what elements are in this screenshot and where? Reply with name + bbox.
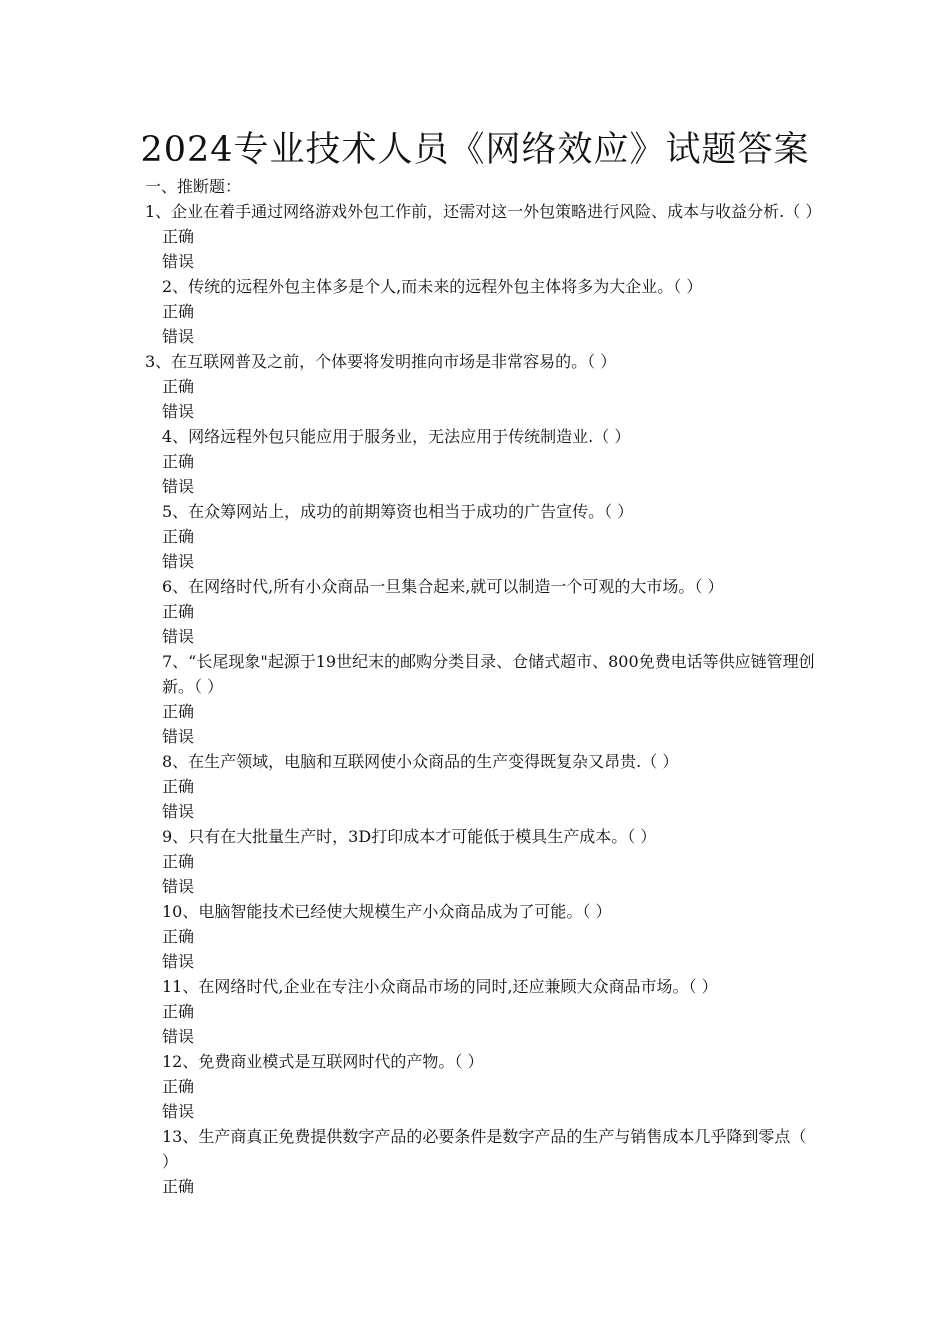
option-true: 正确 <box>162 927 195 946</box>
option-false: 错误 <box>162 727 195 746</box>
option-true: 正确 <box>162 602 195 621</box>
question-text: 7、“长尾现象"起源于19世纪末的邮购分类目录、仓储式超市、800免费电话等供应链管理创新。（ ） <box>162 652 815 696</box>
option-false: 错误 <box>162 877 195 896</box>
question-text: 12、免费商业模式是互联网时代的产物。（ ） <box>162 1052 484 1071</box>
document-title: 2024专业技术人员《网络效应》试题答案 <box>140 130 810 170</box>
option-false: 错误 <box>162 327 195 346</box>
option-true: 正确 <box>162 1002 195 1021</box>
question-text: 3、在互联网普及之前，个体要将发明推向市场是非常容易的。（ ） <box>145 352 617 371</box>
option-true: 正确 <box>162 302 195 321</box>
option-false: 错误 <box>162 802 195 821</box>
question-text: 11、在网络时代,企业在专注小众商品市场的同时,还应兼顾大众商品市场。（ ） <box>162 977 718 996</box>
option-false: 错误 <box>162 627 195 646</box>
option-true: 正确 <box>162 702 195 721</box>
question-text: 8、在生产领域，电脑和互联网使小众商品的生产变得既复杂又昂贵.（ ） <box>162 752 679 771</box>
option-true: 正确 <box>162 852 195 871</box>
section-heading: 一、推断题： <box>145 177 242 196</box>
option-false: 错误 <box>162 1027 195 1046</box>
question-text: 4、网络远程外包只能应用于服务业，无法应用于传统制造业.（ ） <box>162 427 631 446</box>
question-list <box>145 174 822 1199</box>
question-text: 5、在众筹网站上，成功的前期筹资也相当于成功的广告宣传。（ ） <box>162 502 634 521</box>
option-false: 错误 <box>162 952 195 971</box>
option-true: 正确 <box>162 527 195 546</box>
question-text: 2、传统的远程外包主体多是个人,而未来的远程外包主体将多为大企业。（ ） <box>162 277 703 296</box>
question-text: 9、只有在大批量生产时，3D打印成本才可能低于模具生产成本。（ ） <box>162 827 657 846</box>
option-true: 正确 <box>162 777 195 796</box>
option-false: 错误 <box>162 552 195 571</box>
option-true: 正确 <box>162 377 195 396</box>
question-text: 6、在网络时代,所有小众商品一旦集合起来,就可以制造一个可观的大市场。（ ） <box>162 577 724 596</box>
option-true: 正确 <box>162 452 195 471</box>
option-false: 错误 <box>162 1102 195 1121</box>
option-true: 正确 <box>162 227 195 246</box>
option-false: 错误 <box>162 252 195 271</box>
question-text: 13、生产商真正免费提供数字产品的必要条件是数字产品的生产与销售成本几乎降到零点（ ） <box>162 1127 807 1171</box>
option-false: 错误 <box>162 477 195 496</box>
option-false: 错误 <box>162 402 195 421</box>
question-text: 10、电脑智能技术已经使大规模生产小众商品成为了可能。（ ） <box>162 902 612 921</box>
option-true: 正确 <box>162 1077 195 1096</box>
option-true: 正确 <box>162 1177 195 1196</box>
question-text: 1、企业在着手通过网络游戏外包工作前，还需对这一外包策略进行风险、成本与收益分析.（ ） <box>145 202 822 221</box>
